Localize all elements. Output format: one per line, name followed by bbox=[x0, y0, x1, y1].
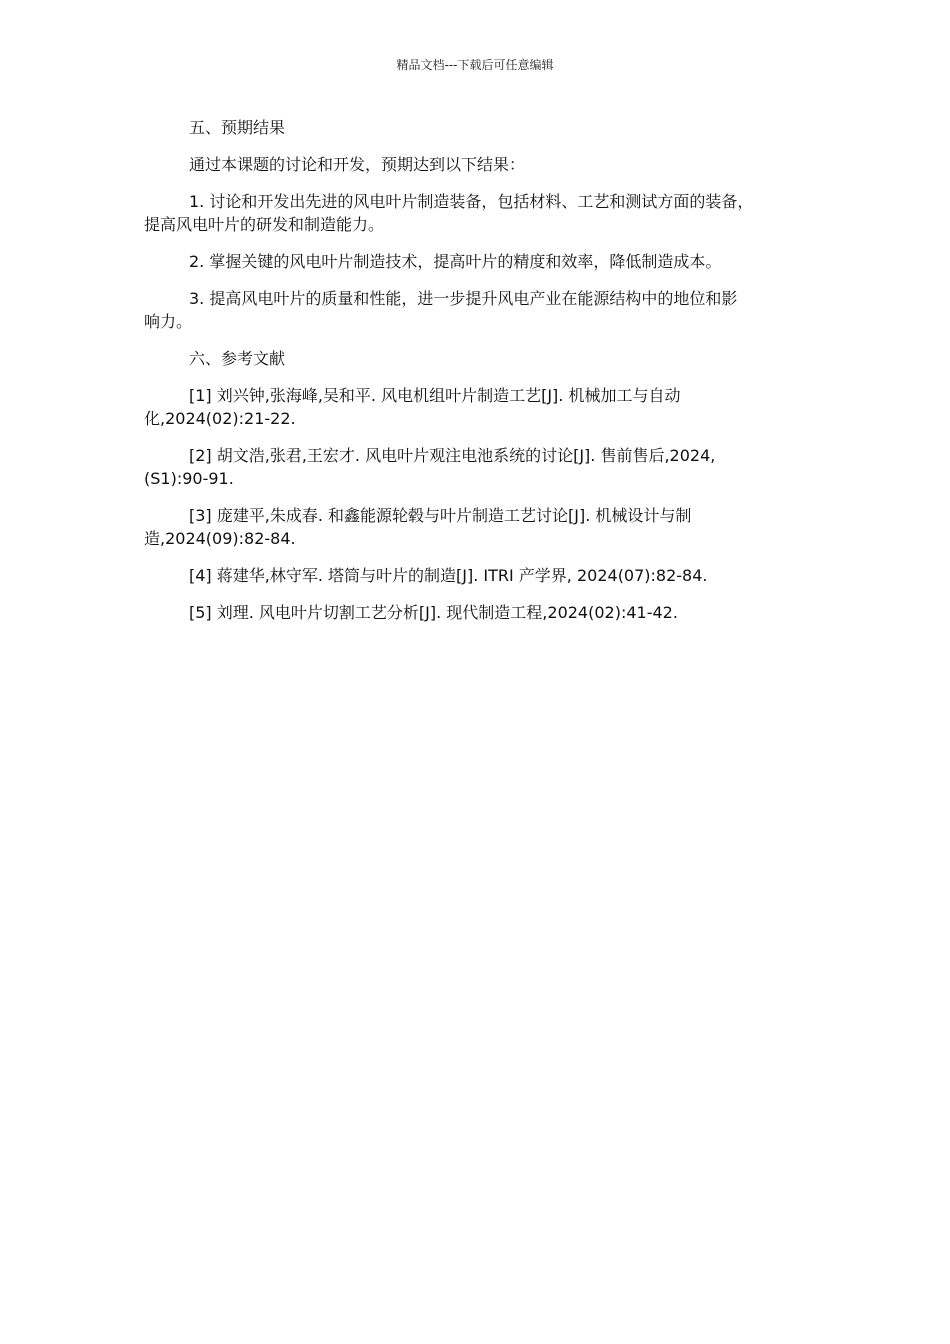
section-heading-references: 六、参考文献 bbox=[189, 349, 286, 368]
reference-item-4 bbox=[144, 564, 804, 587]
reference-item-1-line-1: [1] 刘兴钟,张海峰,吴和平. 风电机组叶片制造工艺[J]. 机械加工与自动 bbox=[189, 386, 681, 405]
reference-item-5-line-1: [5] 刘理. 风电叶片切割工艺分析[J]. 现代制造工程,2024(02):41-42. bbox=[189, 603, 678, 622]
result-item-3 bbox=[144, 287, 804, 333]
page-header: 精品文档---下载后可任意编辑 bbox=[396, 58, 554, 72]
reference-item-5 bbox=[144, 601, 804, 624]
reference-item-3 bbox=[144, 504, 804, 550]
reference-item-2 bbox=[144, 444, 804, 490]
result-item-3-line-1: 3. 提高风电叶片的质量和性能，进一步提升风电产业在能源结构中的地位和影 bbox=[189, 289, 738, 308]
result-item-3-line-2: 响力。 bbox=[144, 312, 193, 331]
result-item-1 bbox=[144, 190, 804, 236]
result-item-1-line-1: 1. 讨论和开发出先进的风电叶片制造装备，包括材料、工艺和测试方面的装备， bbox=[189, 192, 754, 211]
reference-item-2-line-2: (S1):90-91. bbox=[144, 469, 234, 488]
reference-item-1-line-2: 化,2024(02):21-22. bbox=[144, 409, 296, 428]
section-intro: 通过本课题的讨论和开发，预期达到以下结果： bbox=[189, 155, 526, 174]
reference-item-1 bbox=[144, 384, 804, 430]
result-item-2-line-1: 2. 掌握关键的风电叶片制造技术，提高叶片的精度和效率，降低制造成本。 bbox=[189, 252, 722, 271]
reference-item-4-line-1: [4] 蒋建华,林守军. 塔筒与叶片的制造[J]. ITRI 产学界, 2024(07):82-84. bbox=[189, 566, 708, 585]
document-body bbox=[144, 116, 804, 638]
result-item-2 bbox=[144, 250, 804, 273]
reference-item-3-line-2: 造,2024(09):82-84. bbox=[144, 529, 296, 548]
result-item-1-line-2: 提高风电叶片的研发和制造能力。 bbox=[144, 215, 385, 234]
section-heading-expected-results: 五、预期结果 bbox=[189, 118, 286, 137]
reference-item-3-line-1: [3] 庞建平,朱成春. 和鑫能源轮毂与叶片制造工艺讨论[J]. 机械设计与制 bbox=[189, 506, 692, 525]
reference-item-2-line-1: [2] 胡文浩,张君,王宏才. 风电叶片观注电池系统的讨论[J]. 售前售后,2024, bbox=[189, 446, 716, 465]
